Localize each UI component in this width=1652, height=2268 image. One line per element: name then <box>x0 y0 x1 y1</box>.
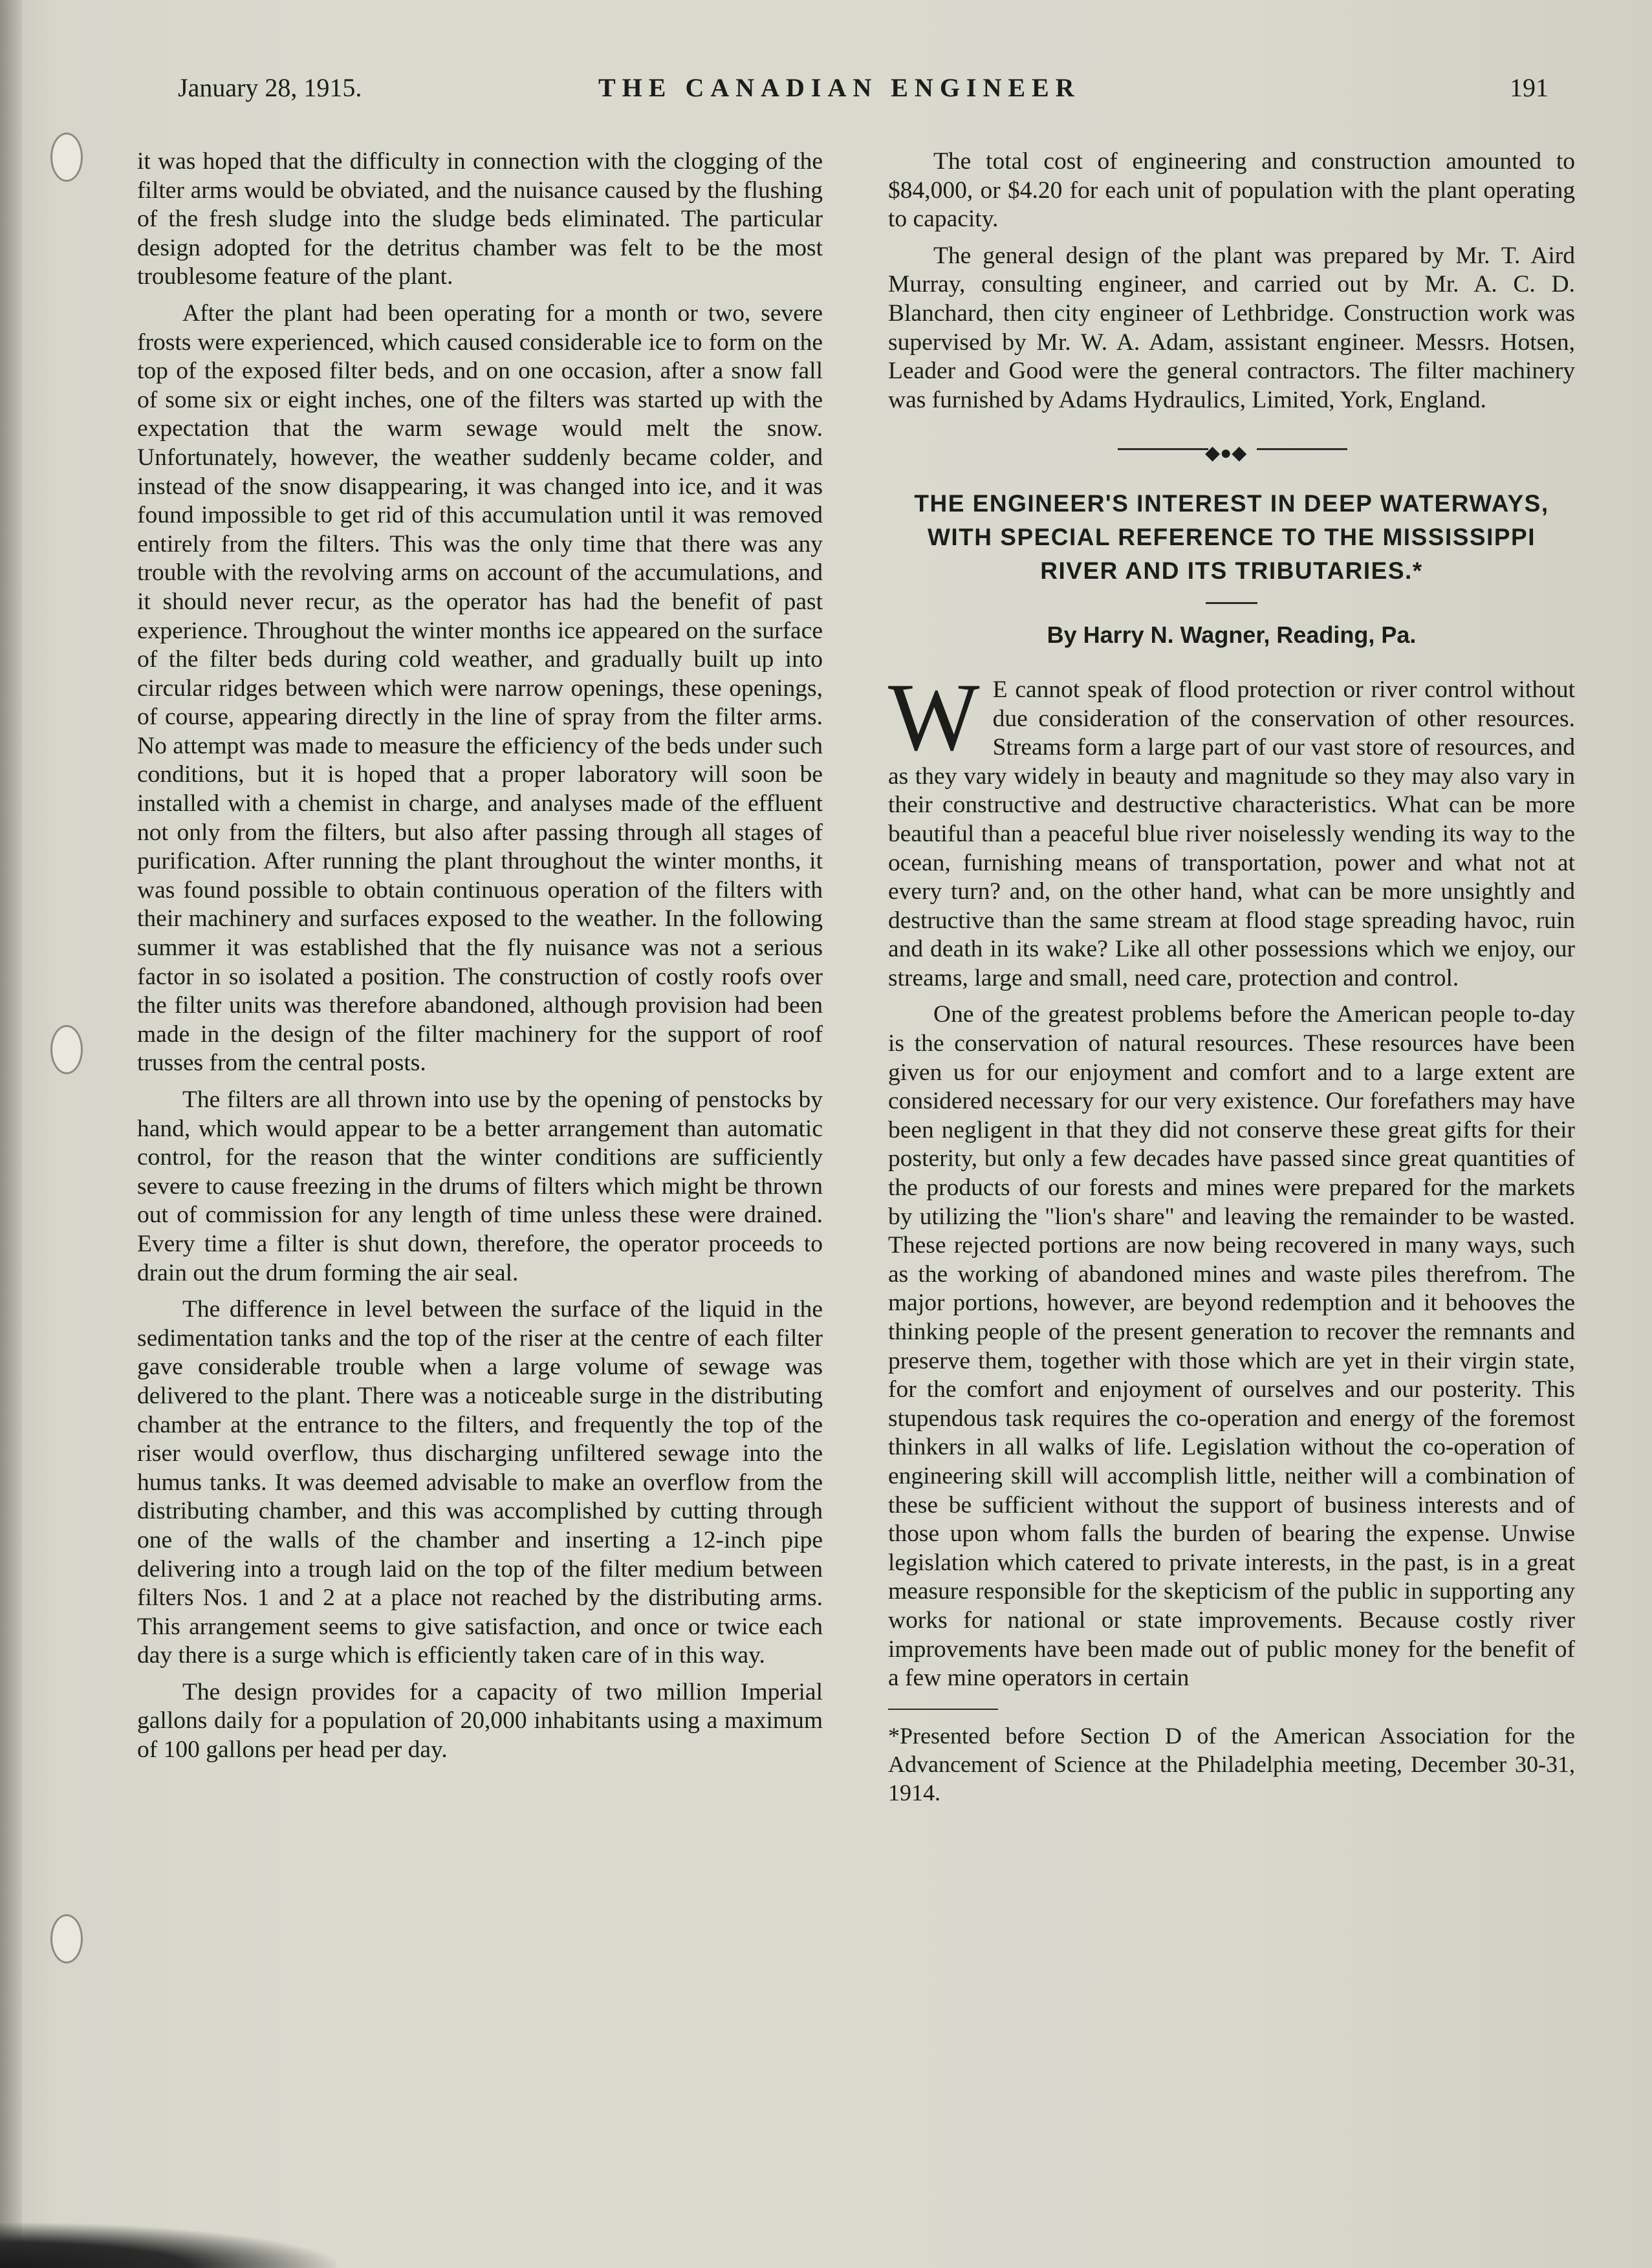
paragraph: The difference in level between the surface of the liquid in the sedimentation tanks and the top of the riser at the centre of each filter gave considerable trouble when a large volume of sewage was delivered to the plant. There was a noticeable surge in the distributing chamber at the entrance to the filters, and frequently the top of the riser would overflow, thus discharging unfiltered sewage into the humus tanks. It was deemed advisable to make an overflow from the distributing chamber, and this was accomplished by cutting through one of the walls of the chamber and inserting a 12-inch pipe delivering into a trough laid on the top of the filter medium between filters Nos. 1 and 2 at a place not reached by the distributing arms. This arrangement seems to give satisfaction, and once or twice each day there is a surge which is efficiently taken care of in this way. <box>137 1296 823 1669</box>
journal-title: THE CANADIAN ENGINEER <box>598 73 1081 102</box>
header-date: January 28, 1915. <box>178 73 362 102</box>
divider-rule <box>1257 448 1347 450</box>
punch-hole <box>50 1025 83 1074</box>
paragraph <box>888 663 1575 993</box>
corner-shadow <box>0 2223 336 2268</box>
running-header <box>178 72 1549 111</box>
title-rule <box>1206 602 1257 604</box>
paragraph: it was hoped that the difficulty in connection with the clogging of the filter arms would be obviated, and the nuisance caused by the flushing of the fresh sludge into the sludge beds eliminated. The particular design adopted for the detritus chamber was felt to be the most troublesome feature of the plant. <box>137 148 823 290</box>
paragraph: The total cost of engineering and construction amounted to $84,000, or $4.20 for each unit of population with the plant operating to capacity. <box>888 148 1575 233</box>
punch-hole <box>50 1914 83 1963</box>
right-column <box>888 147 1575 1815</box>
page-number: 191 <box>1510 73 1549 102</box>
footnote: *Presented before Section D of the American Association for the Advancement of Science at the Philadelphia meeting, December 30-31, 1914. <box>888 1722 1575 1806</box>
paragraph: One of the greatest problems before the American people to-day is the conservation of natural resources. These resources have been given us for our enjoyment and comfort and to a large extent are considered necessary for our very existence. Our forefathers may have been negligent in that they did not conserve these great gifts for their posterity, but only a few decades have passed since great quantities of the products of our forests and mines were prepared for the markets by utilizing the "lion's share" and leaving the remainder to be wasted. These rejected portions are now being recovered in many ways, such as the working of abandoned mines and waste piles therefrom. The major portions, however, are beyond redemption and it behooves the thinking people of the present generation to recover the remnants and preserve them, together with those which are yet in their virgin state, for the comfort and enjoyment of ourselves and our posterity. This stupendous task requires the co-operation and energy of the foremost thinkers in all walks of life. Legislation without the co-operation of engineering skill will accomplish little, neither will a combination of these be sufficient without the support of business interests and of those upon whom falls the burden of bearing the expense. Unwise legislation which catered to private interests, in the past, is in a great measure responsible for the skepticism of the public in supporting any works for national or state improvements. Because costly river improvements have been made out of public money for the benefit of a few mine operators in certain <box>888 1001 1575 1692</box>
paragraph: The design provides for a capacity of two million Imperial gallons daily for a population of 20,000 inhabitants using a maximum of 100 gallons per head per day. <box>137 1678 823 1764</box>
drop-cap: W <box>888 663 980 771</box>
section-divider <box>888 439 1575 464</box>
punch-hole <box>50 133 83 182</box>
divider-rule <box>1118 448 1208 450</box>
paragraph-text: E cannot speak of flood protection or river control without due consideration of the conservation of other resources. Streams form a large part of our vast store of resources, and as they vary widely in beauty and magnitude so they may also vary in their constructive and destructive characteristics. What can be more beautiful than a peaceful blue river noiselessly wending its way to the ocean, furnishing means of transportation, power and what not at every turn? and, on the other hand, what can be more unsightly and destructive than the same stream at flood stage spreading havoc, ruin and death in its wake? Like all other possessions which we enjoy, our streams, large and small, need care, protection and control. <box>888 676 1575 991</box>
paragraph: After the plant had been operating for a month or two, severe frosts were experienced, which caused considerable ice to form on the top of the exposed filter beds, and on one occasion, after a snow fall of some six or eight inches, one of the filters was started up with the expectation that the warm sewage would melt the snow. Unfortunately, however, the weather suddenly became colder, and instead of the snow disappearing, it was changed into ice, and it was found impossible to get rid of this accumulation until it was removed entirely from the filters. This was the only time that there was any trouble with the revolving arms on account of the accumulations, and it should never recur, as the operator has had the benefit of past experience. Throughout the winter months ice appeared on the surface of the filter beds during cold weather, and gradually built up into circular ridges between which were narrow openings, these openings, of course, appearing directly in the line of spray from the filter arms. No attempt was made to measure the efficiency of the beds under such conditions, but it is hoped that a proper laboratory will soon be installed with a chemist in charge, and analyses made of the effluent not only from the filters, but also after passing through all stages of purification. After running the plant throughout the winter months, it was found possible to obtain continuous operation of the filters with their machinery and surfaces exposed to the weather. In the following summer it was established that the fly nuisance was not a serious factor in so isolated a position. The construction of costly roofs over the filter units was therefore abandoned, although provision had been made in the design of the filter machinery for the support of roof trusses from the central posts. <box>137 299 823 1077</box>
divider-ornament-icon: ◆●◆ <box>1205 442 1247 464</box>
paragraph: The filters are all thrown into use by the opening of penstocks by hand, which would appear to be a better arrangement than automatic control, for the reason that the winter conditions are sufficiently severe to cause freezing in the drums of filters which might be thrown out of commission for any length of time unless these were drained. Every time a filter is shut down, therefore, the operator proceeds to drain out the drum forming the air seal. <box>137 1086 823 1286</box>
footnote-rule <box>888 1709 998 1710</box>
binding-shadow <box>0 0 22 2268</box>
left-column <box>137 147 823 1773</box>
article-byline: By Harry N. Wagner, Reading, Pa. <box>1047 621 1417 649</box>
paragraph: The general design of the plant was prepared by Mr. T. Aird Murray, consulting engineer, and carried out by Mr. A. C. D. Blanchard, then city engineer of Lethbridge. Construction work was supervised by Mr. W. A. Adam, assistant engineer. Messrs. Hotsen, Leader and Good were the general contractors. The filter machinery was furnished by Adams Hydraulics, Limited, York, England. <box>888 242 1575 413</box>
article-title: THE ENGINEER'S INTEREST IN DEEP WATERWAYS, WITH SPECIAL REFERENCE TO THE MISSISSIPPI RIVER AND ITS TRIBUTARIES.* <box>914 490 1549 585</box>
